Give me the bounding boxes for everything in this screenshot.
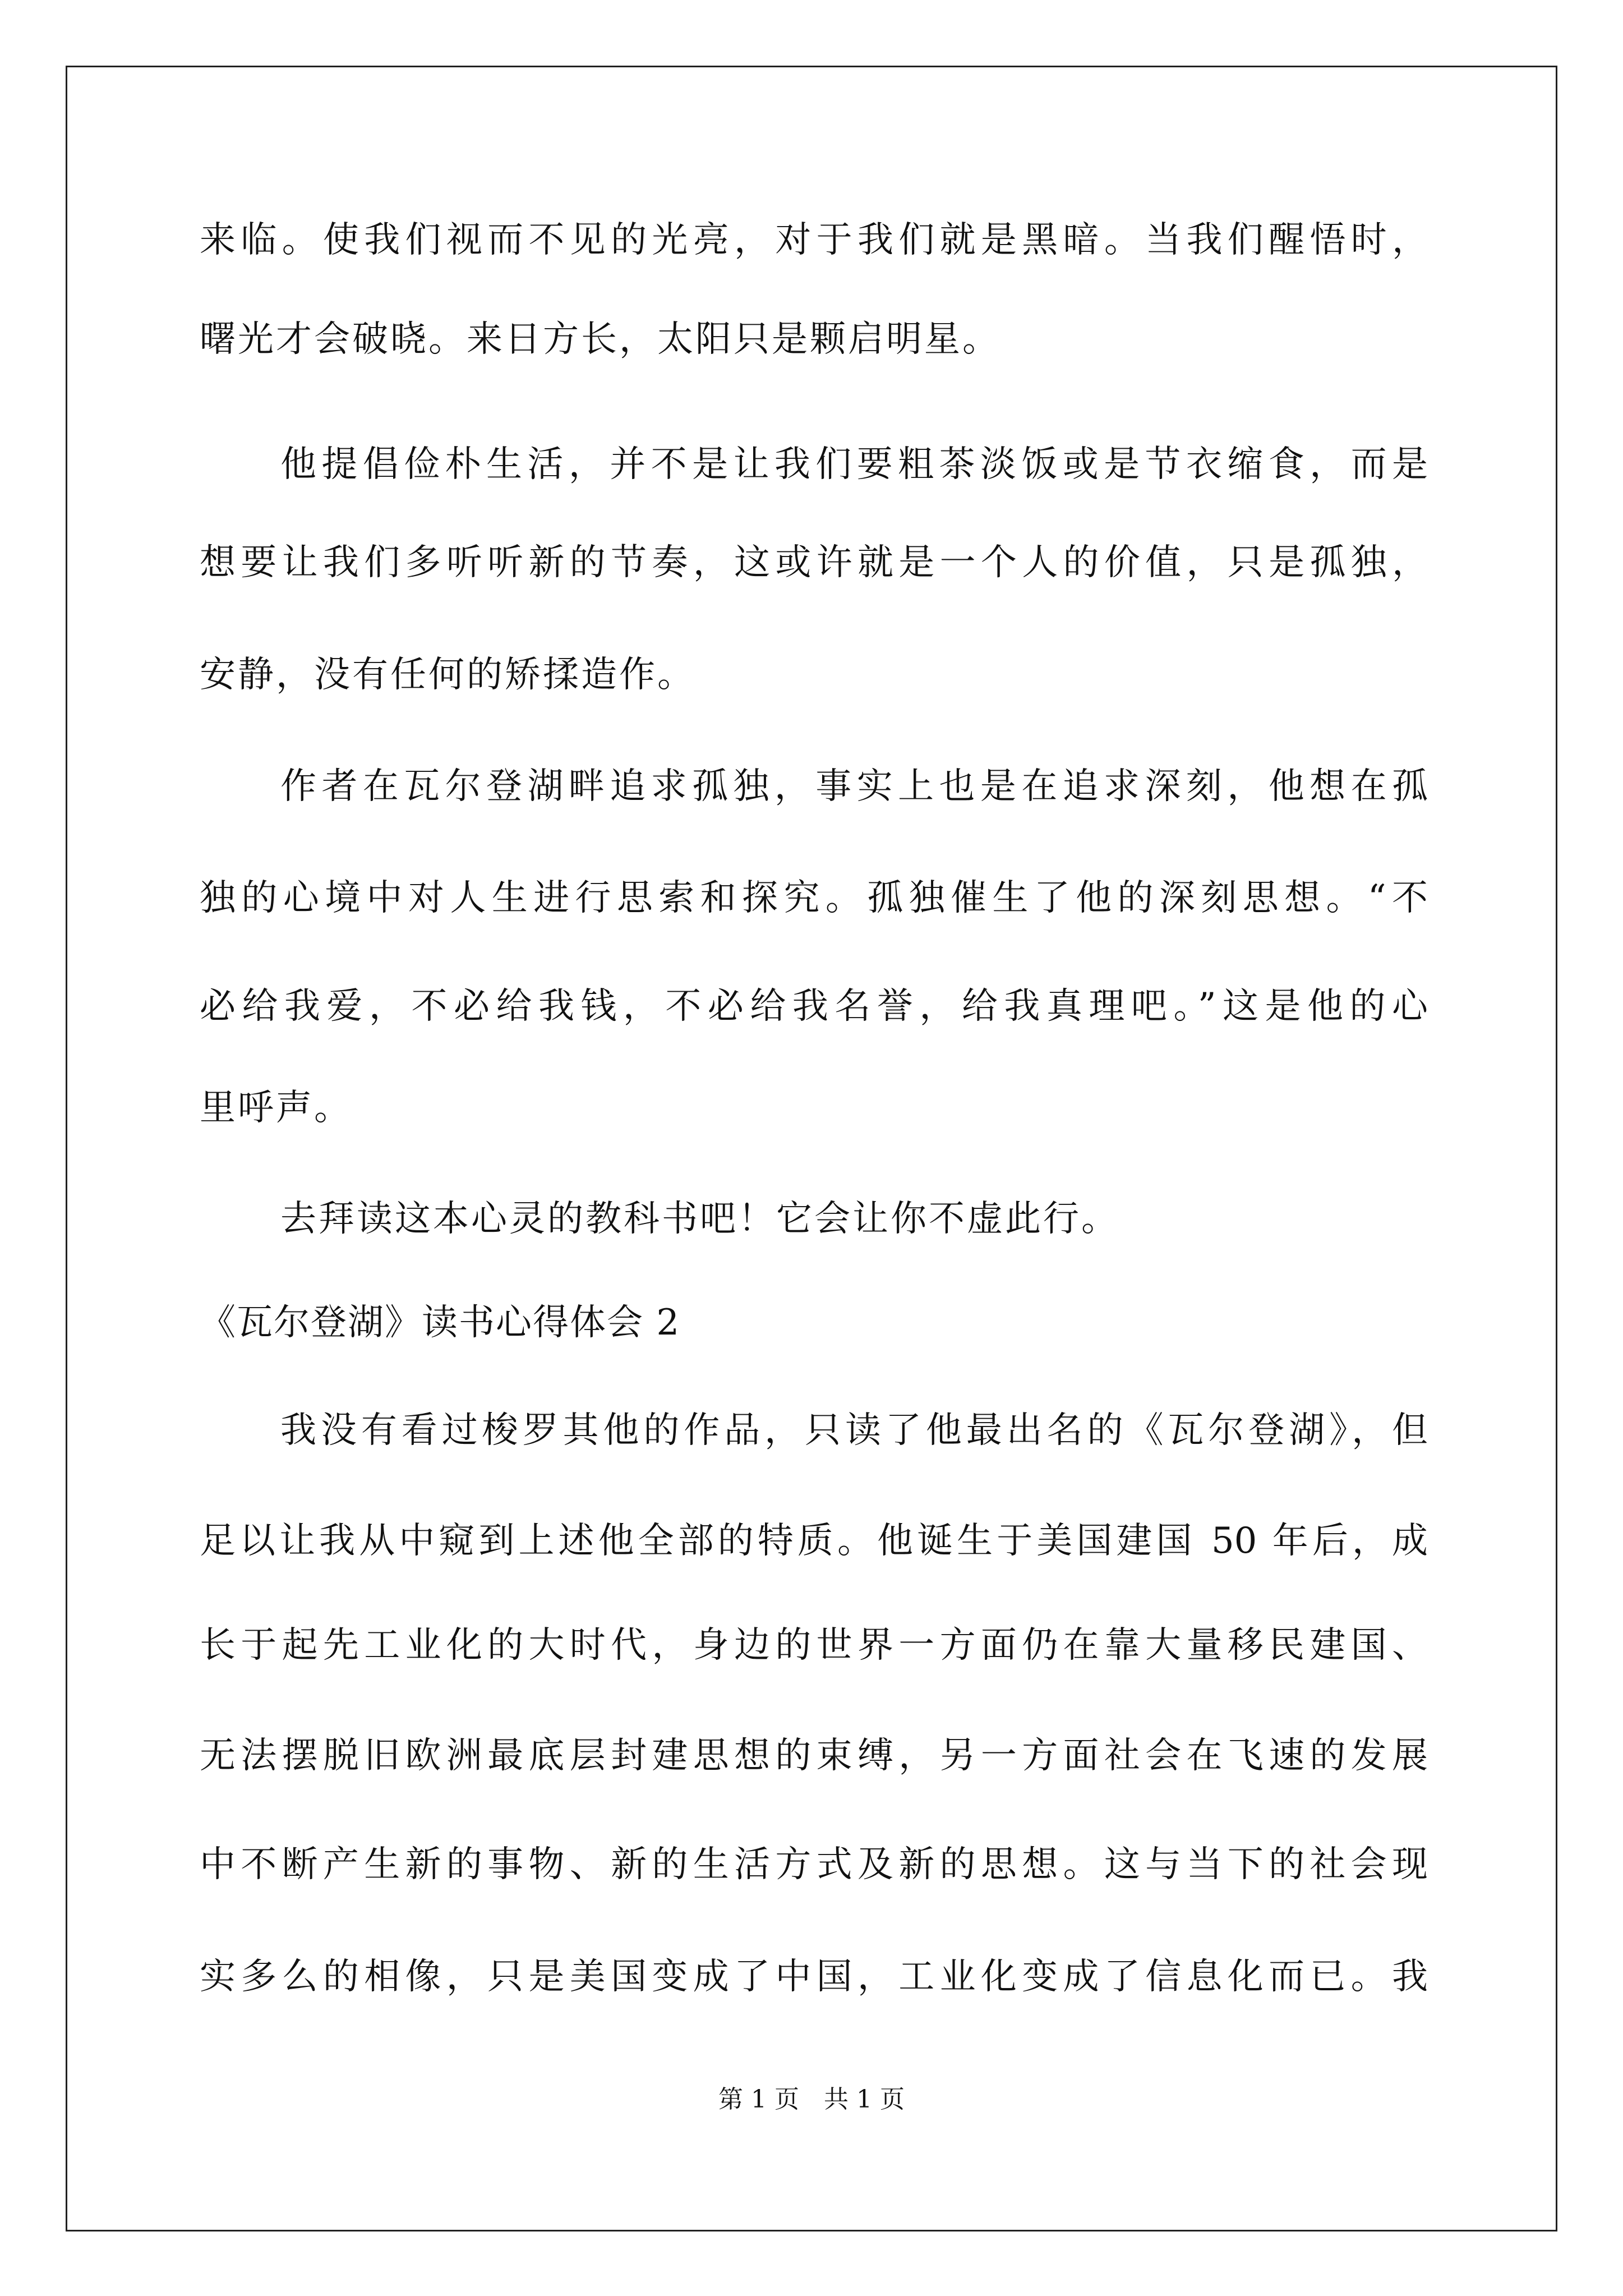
page-border <box>66 66 1557 2231</box>
text-line: 无法摆脱旧欧洲最底层封建思想的束缚，另一方面社会在飞速的发展 <box>200 1735 1428 1777</box>
text-line: 来临。使我们视而不见的光亮，对于我们就是黑暗。当我们醒悟时， <box>200 219 1428 261</box>
text-line: 长于起先工业化的大时代，身边的世界一方面仍在靠大量移民建国、 <box>200 1625 1428 1666</box>
paragraph-first-line: 我没有看过梭罗其他的作品，只读了他最出名的《瓦尔登湖》，但 <box>280 1410 1428 1451</box>
text-line: 里呼声。 <box>200 1087 352 1129</box>
text-line: 曙光才会破晓。来日方长，太阳只是颗启明星。 <box>200 319 1000 360</box>
paragraph-first-line: 他提倡俭朴生活，并不是让我们要粗茶淡饭或是节衣缩食，而是 <box>280 444 1428 485</box>
text-line: 必给我爱，不必给我钱，不必给我名誉，给我真理吧。”这是他的心 <box>200 986 1428 1027</box>
page-number-footer: 第 1 页 共 1 页 <box>718 2085 905 2114</box>
text-line: 安静，没有任何的矫揉造作。 <box>200 654 695 696</box>
text-line: 实多么的相像，只是美国变成了中国，工业化变成了信息化而已。我 <box>200 1956 1428 1998</box>
text-line: 足以让我从中窥到上述他全部的特质。他诞生于美国建国 50 年后，成 <box>200 1520 1428 1562</box>
text-line: 独的心境中对人生进行思索和探究。孤独催生了他的深刻思想。“不 <box>200 877 1428 919</box>
paragraph-first-line: 去拜读这本心灵的教科书吧！它会让你不虚此行。 <box>280 1198 1119 1240</box>
section-heading: 《瓦尔登湖》读书心得体会 2 <box>200 1302 681 1343</box>
text-line: 中不断产生新的事物、新的生活方式及新的思想。这与当下的社会现 <box>200 1844 1428 1885</box>
text-line: 想要让我们多听听新的节奏，这或许就是一个人的价值，只是孤独， <box>200 542 1428 583</box>
paragraph-first-line: 作者在瓦尔登湖畔追求孤独，事实上也是在追求深刻，他想在孤 <box>280 766 1428 807</box>
